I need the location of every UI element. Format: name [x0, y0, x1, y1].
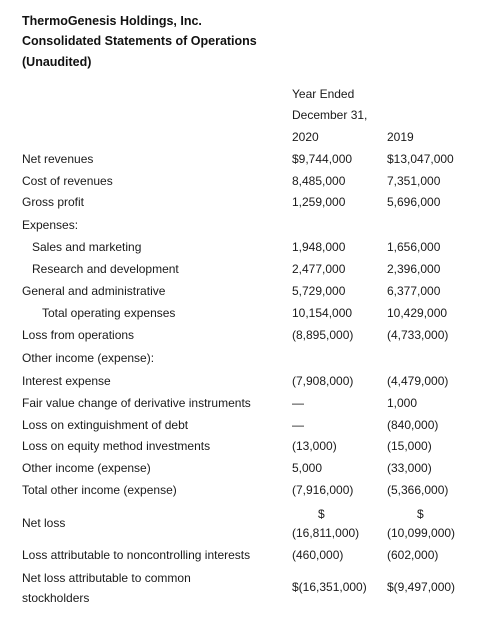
row-label-sales-and-marketing: Sales and marketing: [32, 240, 142, 254]
net-loss-value-2020: (16,811,000): [292, 526, 360, 540]
row-label-loss-from-operations: Loss from operations: [22, 328, 135, 342]
row-label-loss-on-equity-method: Loss on equity method investments: [22, 439, 211, 453]
row-value-2019: 1,000: [387, 396, 418, 410]
row-label-interest-expense: Interest expense: [22, 374, 111, 388]
row-label-total-other-income: Total other income (expense): [22, 483, 177, 497]
period-header-line2: December 31,: [292, 108, 368, 122]
row-label-general-and-administrative: General and administrative: [22, 284, 166, 298]
row-label-noncontrolling-interests: Loss attributable to noncontrolling interests: [22, 548, 251, 562]
row-value-2020: (460,000): [292, 548, 344, 562]
period-header-line1: Year Ended: [292, 87, 355, 101]
row-value-2020: 8,485,000: [292, 174, 346, 188]
row-value-2020: —: [292, 418, 304, 432]
row-value-2019: 1,656,000: [387, 240, 441, 254]
row-value-2020: 5,000: [292, 461, 323, 475]
row-value-2020: —: [292, 396, 304, 410]
row-value-2019: 6,377,000: [387, 284, 441, 298]
row-label-research-and-development: Research and development: [32, 262, 179, 276]
net-loss-dollar-2019: $: [417, 507, 424, 521]
row-label-gross-profit: Gross profit: [22, 195, 85, 209]
row-label-other-income-header: Other income (expense):: [22, 351, 155, 365]
row-label-net-revenues: Net revenues: [22, 152, 94, 166]
net-loss-dollar-2020: $: [318, 507, 325, 521]
row-value-2020: (8,895,000): [292, 328, 354, 342]
row-value-2020: 1,948,000: [292, 240, 346, 254]
net-loss-value-2019: (10,099,000): [387, 526, 456, 540]
row-value-2019: (4,479,000): [387, 374, 449, 388]
row-value-2019: 10,429,000: [387, 306, 448, 320]
row-value-2020: (7,916,000): [292, 483, 354, 497]
row-value-2019: $13,047,000: [387, 152, 454, 166]
row-value-2020: (7,908,000): [292, 374, 354, 388]
row-label-loss-on-extinguishment: Loss on extinguishment of debt: [22, 418, 189, 432]
company-name: ThermoGenesis Holdings, Inc.: [22, 14, 202, 28]
row-label-expenses: Expenses:: [22, 218, 79, 232]
row-value-2020: $9,744,000: [292, 152, 353, 166]
row-value-2019: 5,696,000: [387, 195, 441, 209]
row-value-2020: (13,000): [292, 439, 337, 453]
row-value-2019: 7,351,000: [387, 174, 441, 188]
row-value-2019: (5,366,000): [387, 483, 449, 497]
row-value-2020: 2,477,000: [292, 262, 346, 276]
row-value-2019: 2,396,000: [387, 262, 441, 276]
row-label-net-loss-common-line2: stockholders: [22, 591, 90, 605]
row-label-other-income: Other income (expense): [22, 461, 151, 475]
unaudited-note: (Unaudited): [22, 55, 92, 69]
year-header-2020: 2020: [292, 130, 319, 144]
row-value-2019: (602,000): [387, 548, 439, 562]
row-value-2019: (4,733,000): [387, 328, 449, 342]
row-label-net-loss-common-line1: Net loss attributable to common: [22, 571, 191, 585]
row-label-net-loss: Net loss: [22, 516, 66, 530]
row-label-fair-value-change: Fair value change of derivative instruments: [22, 396, 251, 410]
row-value-2020: 10,154,000: [292, 306, 353, 320]
row-value-2020: 1,259,000: [292, 195, 346, 209]
row-label-cost-of-revenues: Cost of revenues: [22, 174, 113, 188]
row-value-2019: (33,000): [387, 461, 432, 475]
statement-title: Consolidated Statements of Operations: [22, 34, 257, 48]
row-value-2019: (840,000): [387, 418, 439, 432]
net-loss-common-value-2020: $(16,351,000): [292, 580, 367, 594]
row-label-total-operating-expenses: Total operating expenses: [42, 306, 176, 320]
year-header-2019: 2019: [387, 130, 414, 144]
row-value-2020: 5,729,000: [292, 284, 346, 298]
net-loss-common-value-2019: $(9,497,000): [387, 580, 456, 594]
row-value-2019: (15,000): [387, 439, 432, 453]
